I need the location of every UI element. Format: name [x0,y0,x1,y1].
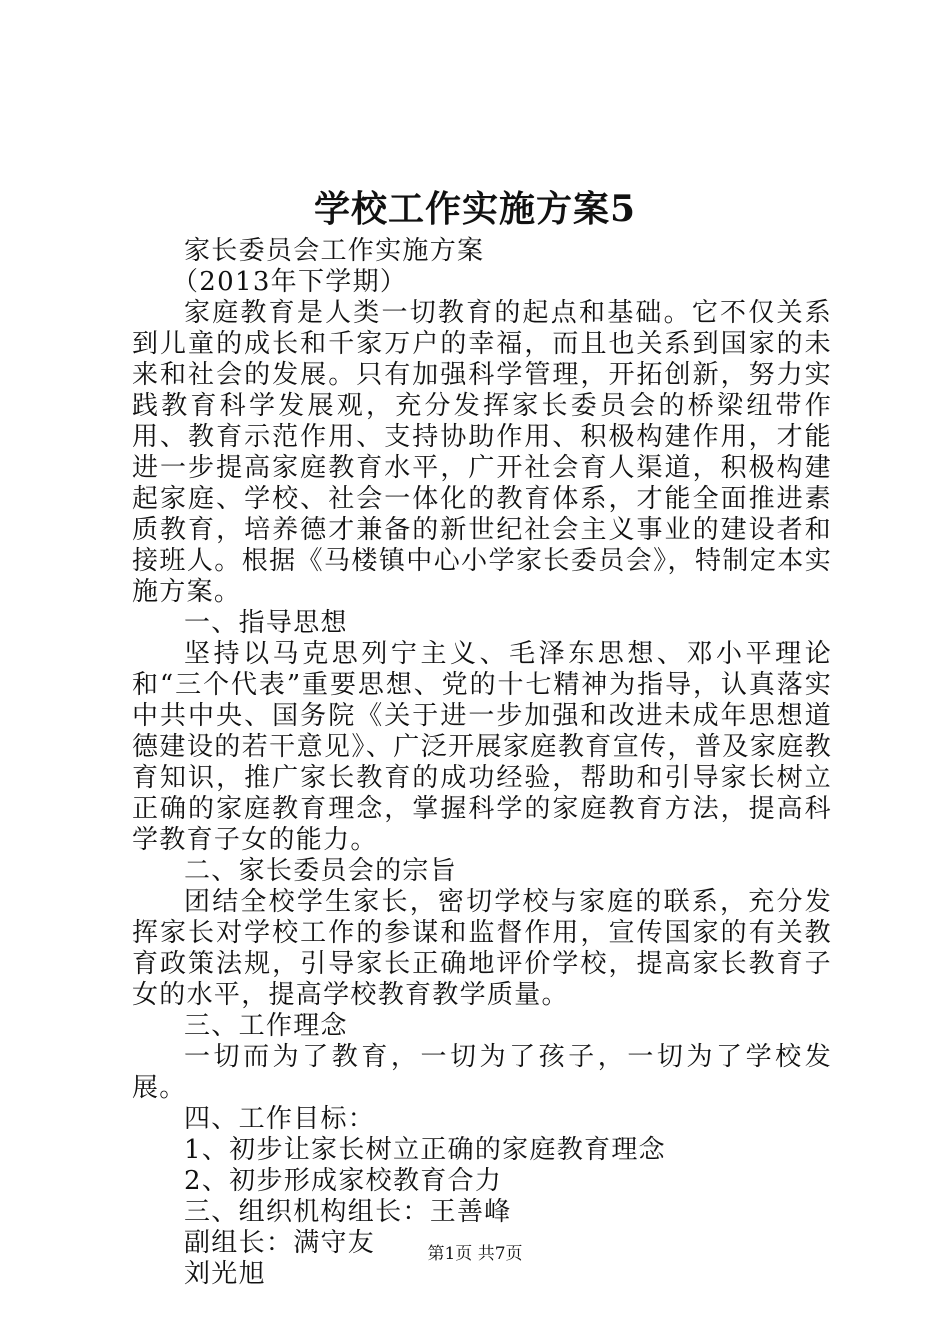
section-heading: 三、组织机构组长：王善峰 [184,1197,512,1227]
body-paragraph: 坚持以马克思列宁主义、毛泽东思想、邓小平理论和“三个代表”重要思想、党的十七精神为指导，认真落实中共中央、国务院《关于进一步加强和改进未成年思想道德建设的若干意见》、广泛开展家庭教育宣传，普及家庭教育知识，推广家长教育的成功经验，帮助和引导家长树立正确的家庭教育理念，掌握科学的家庭教育方法，提高科学教育子女的能力。 [132,639,832,855]
document-title: 学校工作实施方案5 [313,188,637,230]
list-item: 1、初步让家长树立正确的家庭教育理念 [184,1135,666,1165]
section-heading: 二、家长委员会的宗旨 [184,856,458,886]
section-heading: 四、工作目标： [184,1104,376,1134]
body-paragraph: 一切而为了教育，一切为了孩子，一切为了学校发展。 [132,1042,832,1103]
section-heading: 一、指导思想 [184,608,348,638]
list-item: 2、初步形成家校教育合力 [184,1166,503,1196]
section-heading: 三、工作理念 [184,1011,348,1041]
member-line: 副组长：满守友 [184,1228,376,1258]
body-paragraph: 团结全校学生家长，密切学校与家庭的联系，充分发挥家长对学校工作的参谋和监督作用，宣传国家的有关教育政策法规，引导家长正确地评价学校，提高家长教育子女的水平，提高学校教育教学质量。 [132,887,832,1010]
document-body [132,236,832,1290]
subtitle: 家长委员会工作实施方案 [184,236,485,266]
intro-paragraph: 家庭教育是人类一切教育的起点和基础。它不仅关系到儿童的成长和千家万户的幸福，而且也关系到国家的未来和社会的发展。只有加强科学管理，开拓创新，努力实践教育科学发展观，充分发挥家长委员会的桥梁纽带作用、教育示范作用、支持协助作用、积极构建作用，才能进一步提高家庭教育水平，广开社会育人渠道，积极构建起家庭、学校、社会一体化的教育体系，才能全面推进素质教育，培养德才兼备的新世纪社会主义事业的建设者和接班人。根据《马楼镇中心小学家长委员会》，特制定本实施方案。 [132,298,832,607]
page-footer: 第1页 共7页 [427,1244,523,1264]
semester-note: （2013年下学期） [172,267,408,297]
member-line: 刘光旭 [184,1259,266,1289]
